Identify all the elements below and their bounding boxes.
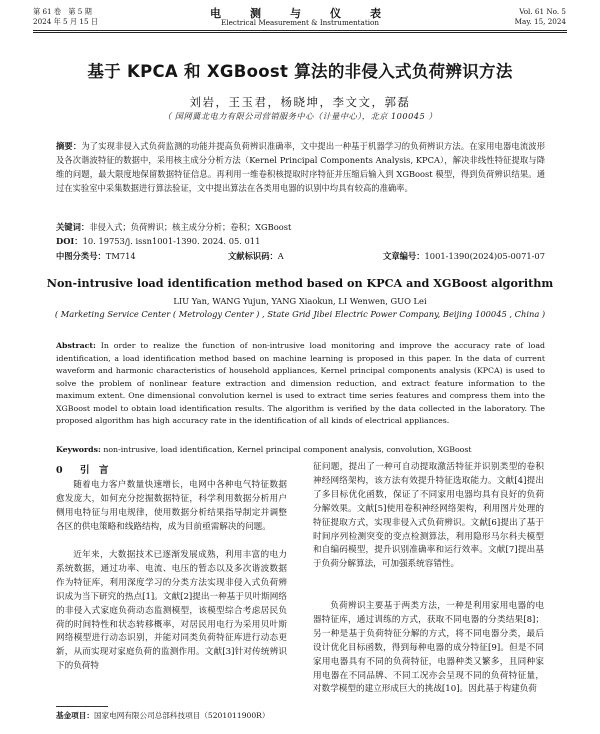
article-number — [383, 250, 545, 262]
authors-cn: 刘岩，王玉君，杨晓坤，李文文，郭磊 — [189, 95, 411, 109]
clc-label: 中图分类号： — [56, 251, 106, 261]
abstract-en — [56, 340, 545, 428]
fund-note — [56, 710, 287, 721]
keywords-en-text: non-intrusive, load identification, Kernel principal component analysis, convolution, XGBoost — [103, 445, 472, 454]
doi-label: DOI： — [56, 236, 83, 246]
keywords-cn-text: 非侵入式；负荷辨识；核主成分分析；卷积；XGBoost — [89, 222, 292, 232]
abstract-en-label: Abstract: — [56, 341, 96, 350]
doi-value[interactable]: 10. 19753/j. issn1001-1390. 2024. 05. 011 — [82, 236, 261, 246]
authors-en: LIU Yan, WANG Yujun, YANG Xiaokun, LI Wenwen, GUO Lei — [173, 296, 427, 306]
affiliation-en: ( Marketing Service Center ( Metrology Center ) , State Grid Jibei Electric Power Company, Beijing 100045 , China ) — [54, 309, 546, 319]
fund-text: 国家电网有限公司总部科技项目（5201011900R） — [93, 711, 270, 720]
journal-title-cn: 电 测 与 仪 表 — [210, 7, 390, 20]
paper-title-en: Non-intrusive load identification method based on KPCA and XGBoost algorithm — [46, 276, 554, 290]
section-title: 引 言 — [79, 465, 109, 476]
clc-number — [56, 250, 136, 262]
body-paragraph-3: 征问题，提出了一种可自动提取激活特征并识别类型的卷积神经网络架构，该方法有效提升特征选取能力。文献[4]提出了多目标优化函数，保证了不同家用电器均具有良好的负荷分解效果。文献[5]使用卷积神经网络架构，利用图片处理的特征提取方式，实现非侵入式负荷辨识。文献[6]提出了基于时间序列检测突变的变点检测算法，利用隐形马尔科夫模型和自编码模型，提升识别准确率和运行效率。文献[7]提出基于负荷分解算法，可加强系统容错性。 — [313, 462, 544, 570]
header-volume: 第 61 卷 第 5 期 — [33, 7, 92, 16]
section-number: 0 — [56, 465, 63, 476]
journal-title-en: Electrical Measurement & Instrumentation — [221, 18, 379, 27]
keywords-cn-label: 关键词： — [56, 222, 90, 232]
abstract-cn — [56, 139, 545, 195]
paper-title-cn: 基于 KPCA 和 XGBoost 算法的非侵入式负荷辨识方法 — [87, 62, 513, 81]
header-rule — [33, 30, 567, 31]
body-paragraph-1: 随着电力客户数量快速增长，电网中各种电气特征数据愈发庞大，如何充分挖掘数据特征，科学利用数据分析用户侧用电特征与用电规律，使用数据分析结果指导制定并调整各区的供电策略和线路结构，成为目前亟需解决的问题。 — [56, 480, 287, 532]
header-date: 2024 年 5 月 15 日 — [33, 17, 98, 26]
clc-value: TM714 — [105, 251, 136, 261]
doi — [56, 235, 545, 247]
article-no-value: 1001-1390(2024)05-0071-07 — [424, 251, 545, 261]
keywords-en-label: Keywords: — [56, 445, 101, 454]
affiliation-cn: （ 国网冀北电力有限公司营销服务中心（计量中心），北京 100045 ） — [162, 111, 438, 121]
abstract-en-text: In order to realize the function of non-intrusive load monitoring and improve the accuracy rate of load identification, a load identification method based on machine learning is proposed in this paper. In the data of current waveform and harmonic characteristics of household appliances, Kernel principal components analysis (KPCA) is used to solve the problem of nonlinear feature extraction and dimension reduction, and extract feature information to the maximum extent. One dimensional convolution kernel is used to extract time series features and compress them into the XGBoost model to obtain load identification results. The algorithm is verified by the data collected in the laboratory. The proposed algorithm has high accuracy rate in the identification of all kinds of electrical appliances. — [56, 341, 545, 425]
keywords-en — [56, 444, 545, 457]
doc-code-label: 文献标识码： — [228, 251, 278, 261]
abstract-cn-text: 为了实现非侵入式负荷监测的功能并提高负荷辨识准确率，文中提出一种基于机器学习的负荷辨识方法。在家用电器电流波形及各次谐波特征的数据中，采用核主成分分析方法（Kernel Principal Components Analysis, KPCA），解决非线性特征提取与降维的问题，最大限度地保留数据特征信息。再利用一维卷积核提取时序特征并压缩后输入到 XGBoost 模型，得到负荷辨识结果。通过在实验室中采集数据进行算法验证，文中提出算法在各类用电器的识别中均具有较高的准确率。 — [56, 141, 545, 193]
document-code — [228, 250, 284, 262]
fund-label: 基金项目： — [56, 711, 94, 720]
article-no-label: 文章编号： — [383, 251, 425, 261]
section-heading — [56, 462, 108, 476]
header-volume-en: Vol. 61 No. 5 — [519, 7, 566, 16]
doc-code-value: A — [277, 251, 284, 261]
body-paragraph-2: 近年来，大数据技术已逐渐发展成熟，利用丰富的电力系统数据，通过功率、电流、电压的暂态以及多次谐波数据作为特征库，利用深度学习的分类方法实现非侵入式负荷辨识成为当下研究的热点[1]。文献[2]提出一种基于贝叶斯网络的非侵入式家庭负荷动态监测模型，该模型综合考虑居民负荷的时间特性和状态转移概率，对居民用电行为采用贝叶斯网络模型进行动态识别，并能对同类负荷特征库进行动态更新，从而实现对家庭负荷的监测作用。文献[3]针对传统辨识下的负荷特 — [56, 550, 287, 672]
header-date-en: May. 15, 2024 — [514, 17, 566, 26]
footnote-rule — [56, 706, 108, 707]
body-paragraph-4: 负荷辨识主要基于两类方法，一种是利用家用电器的电器特征库，通过训练的方式，获取不同电器的分类结果[8]；另一种是基于负荷特征分解的方式，将不同电器分类，最后设计优化目标函数，得到每种电器的成分特征[9]。但是不同家用电器具有不同的负荷特征，电器种类又繁多，且同种家用电器在不同品牌、不同工况亦会呈现不同的负荷特征量，对数学模型的建立形成巨大的挑战[10]。因此基于构建负荷 — [313, 601, 544, 695]
header-rule-thin — [33, 32, 567, 33]
keywords-cn — [56, 221, 545, 233]
abstract-cn-label: 摘要： — [56, 141, 82, 151]
